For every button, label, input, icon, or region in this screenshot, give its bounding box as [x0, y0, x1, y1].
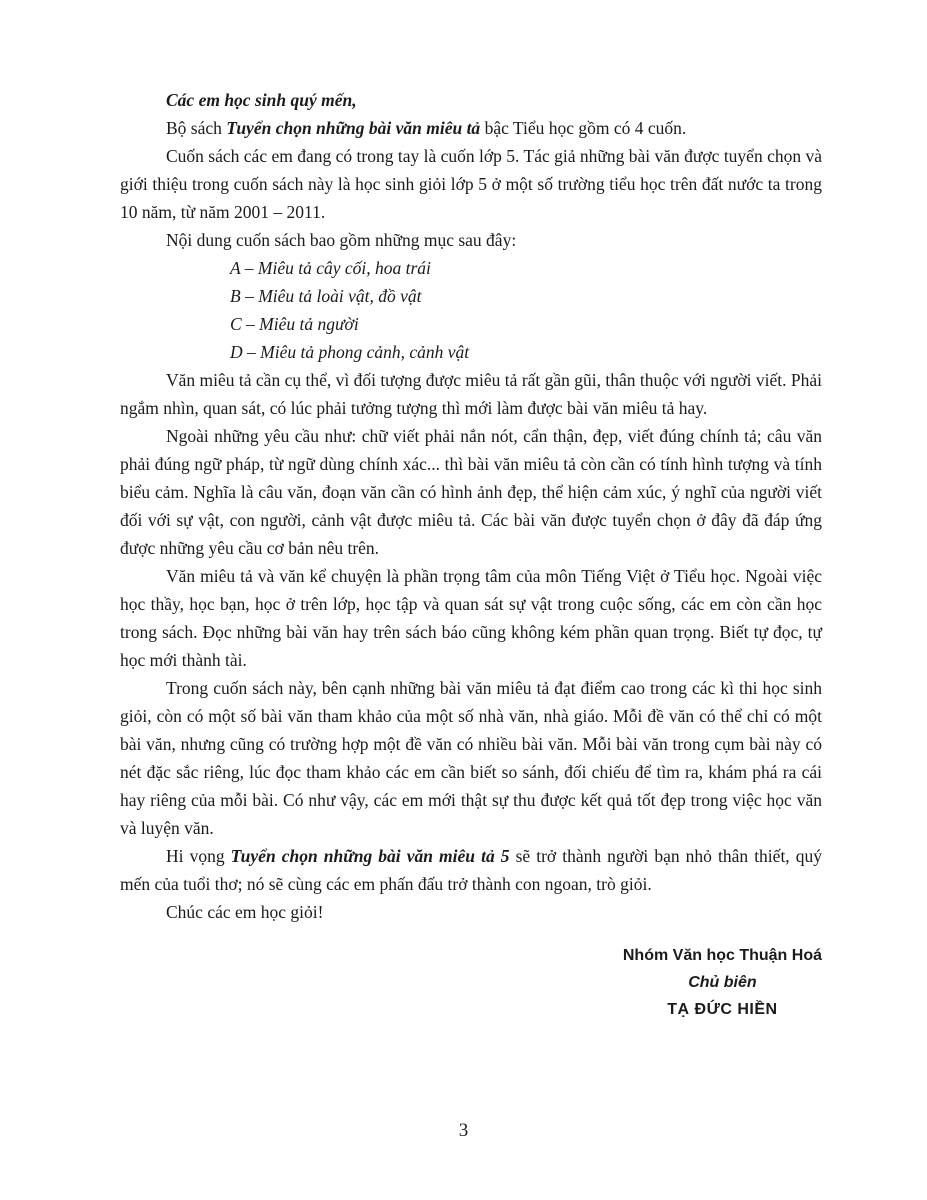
signature-name: TẠ ĐỨC HIỀN [667, 1001, 778, 1018]
paragraph-text: bậc Tiểu học gồm có 4 cuốn. [480, 118, 687, 138]
book-title: Tuyển chọn những bài văn miêu tả [226, 118, 481, 138]
paragraph-text: Hi vọng [166, 846, 231, 866]
preface-text-block [120, 86, 822, 1023]
list-item: A – Miêu tả cây cối, hoa trái [230, 258, 431, 278]
paragraph-reference-essays: Trong cuốn sách này, bên cạnh những bài văn miêu tả đạt điểm cao trong các kì thi học sinh giỏi, còn có một số bài văn tham khảo của một số nhà văn, nhà giáo. Mỗi đề văn có thể chỉ có một bài văn, nhưng cũng có trường hợp một đề văn có nhiều bài văn. Mỗi bài văn trong cụm bài này có nét đặc sắc riêng, lúc đọc tham khảo các em cần biết so sánh, đối chiếu để tìm ra, khám phá ra cái hay riêng của mỗi bài. Có như vậy, các em mới thật sự thu được kết quả tốt đẹp trong việc học văn và luyện văn. [120, 678, 822, 838]
paragraph-contents-intro: Nội dung cuốn sách bao gồm những mục sau đây: [166, 230, 517, 250]
signature-role: Chủ biên [688, 974, 757, 991]
paragraph-book-series [120, 114, 822, 142]
contents-list [120, 254, 822, 366]
paragraph-writing-requirements: Ngoài những yêu cầu như: chữ viết phải nắn nót, cẩn thận, đẹp, viết đúng chính tả; câu văn phải đúng ngữ pháp, từ ngữ dùng chính xác... thì bài văn miêu tả còn cần có tính hình tượng và tính biểu cảm. Nghĩa là câu văn, đoạn văn cần có hình ảnh đẹp, thể hiện cảm xúc, ý nghĩ của người viết đối với sự vật, con người, cảnh vật được miêu tả. Các bài văn được tuyển chọn ở đây đã đáp ứng được những yêu cầu cơ bản nêu trên. [120, 426, 822, 558]
paragraph-text: sẽ trở thành người bạn nhỏ thân thiết, quý mến của tuổi thơ; nó sẽ cùng các em phấn đấu trở thành con ngoan, trò giỏi. [120, 846, 822, 894]
list-item: B – Miêu tả loài vật, đồ vật [230, 286, 422, 306]
signature-block [623, 942, 822, 1023]
paragraph-description-requirements: Văn miêu tả cần cụ thể, vì đối tượng được miêu tả rất gần gũi, thân thuộc với người viết. Phải ngắm nhìn, quan sát, có lúc phải tưởng tượng thì mới làm được bài văn miêu tả hay. [120, 370, 822, 418]
paragraph-closing-wish: Chúc các em học giỏi! [166, 902, 324, 922]
list-item: C – Miêu tả người [230, 314, 359, 334]
list-item: D – Miêu tả phong cảnh, cảnh vật [230, 342, 470, 362]
book-title: Tuyển chọn những bài văn miêu tả 5 [230, 846, 510, 866]
signature-group: Nhóm Văn học Thuận Hoá [622, 947, 822, 964]
paragraph-hope [120, 842, 822, 898]
paragraph-text: Bộ sách [166, 118, 227, 138]
paragraph-study-advice: Văn miêu tả và văn kể chuyện là phần trọng tâm của môn Tiếng Việt ở Tiểu học. Ngoài việc học thầy, học bạn, học ở trên lớp, học tập và quan sát sự vật trong cuộc sống, các em còn cần học trong sách. Đọc những bài văn hay trên sách báo cũng không kém phần quan trọng. Biết tự đọc, tự học mới thành tài. [120, 566, 822, 670]
page-number: 3 [458, 1120, 469, 1141]
salutation: Các em học sinh quý mến, [166, 90, 357, 110]
paragraph-book-info: Cuốn sách các em đang có trong tay là cuốn lớp 5. Tác giả những bài văn được tuyển chọn và giới thiệu trong cuốn sách này là học sinh giỏi lớp 5 ở một số trường tiểu học trên đất nước ta trong 10 năm, từ năm 2001 – 2011. [120, 146, 822, 222]
